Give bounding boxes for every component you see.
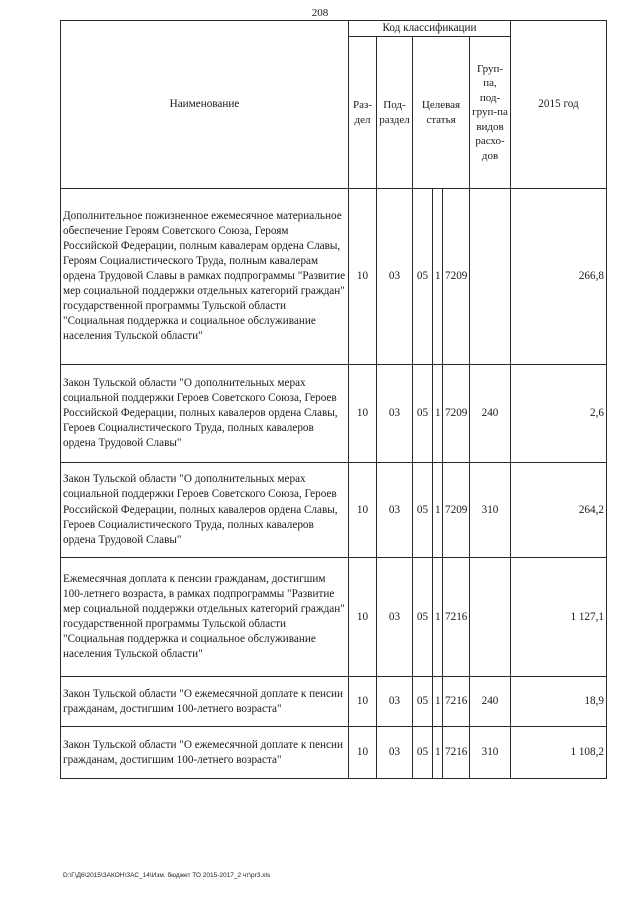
header-subsection: Под-раздел — [377, 37, 413, 189]
footer-file-path: D:\Г\Д6\2015\ЗАКОН\ЗАС_14\Изм. бюджет ТО 2015-2017_2 чт\pr3.xls — [63, 872, 271, 879]
table-row — [61, 463, 607, 558]
header-name: Наименование — [61, 21, 349, 189]
row-target-program: 05 — [413, 727, 433, 779]
row-target-program: 05 — [413, 463, 433, 558]
row-amount: 264,2 — [511, 463, 607, 558]
header-target-article: Целевая статья — [413, 37, 470, 189]
row-target-direction: 7216 — [443, 558, 470, 677]
row-target-program: 05 — [413, 365, 433, 463]
row-expense-group: 310 — [470, 727, 511, 779]
header-classification: Код классификации — [349, 21, 511, 37]
row-expense-group: 310 — [470, 463, 511, 558]
row-section: 10 — [349, 558, 377, 677]
row-target-subprogram: 1 — [433, 365, 443, 463]
row-section: 10 — [349, 365, 377, 463]
table-row — [61, 365, 607, 463]
row-name: Дополнительное пожизненное ежемесячное материальное обеспечение Героям Советского Союза, Героям Российской Федерации, полным кавалерам ордена Славы, Героям Социалистического Труда, полным кавалерам ордена Трудовой Славы в рамках подпрограммы "Развитие мер социальной поддержки отдельных категорий граждан" государственной программы Тульской области "Социальная поддержка и социальное обслуживание населения Тульской области" — [61, 189, 349, 365]
page-number: 208 — [311, 7, 329, 19]
row-amount: 2,6 — [511, 365, 607, 463]
row-target-direction: 7209 — [443, 365, 470, 463]
row-subsection: 03 — [377, 463, 413, 558]
row-name: Закон Тульской области "О дополнительных мерах социальной поддержки Героев Советского Союза, Героев Российской Федерации, полных кавалеров ордена Славы, Героев Социалистического Труда, полных кавалеров ордена Трудовой Славы" — [61, 365, 349, 463]
row-target-subprogram: 1 — [433, 727, 443, 779]
row-expense-group: 240 — [470, 677, 511, 727]
row-target-subprogram: 1 — [433, 677, 443, 727]
row-expense-group: 240 — [470, 365, 511, 463]
table-row — [61, 727, 607, 779]
row-subsection: 03 — [377, 365, 413, 463]
row-name: Закон Тульской области "О ежемесячной доплате к пенсии гражданам, достигшим 100-летнего возраста" — [61, 677, 349, 727]
header-expense-group: Груп-па, под-груп-па видов расхо-дов — [470, 37, 511, 189]
row-expense-group — [470, 189, 511, 365]
row-target-direction: 7209 — [443, 463, 470, 558]
table-row — [61, 189, 607, 365]
row-section: 10 — [349, 677, 377, 727]
row-target-subprogram: 1 — [433, 558, 443, 677]
row-target-subprogram: 1 — [433, 463, 443, 558]
row-amount: 1 108,2 — [511, 727, 607, 779]
table-row — [61, 558, 607, 677]
row-target-direction: 7216 — [443, 727, 470, 779]
row-section: 10 — [349, 727, 377, 779]
row-target-program: 05 — [413, 558, 433, 677]
row-name: Закон Тульской области "О ежемесячной доплате к пенсии гражданам, достигшим 100-летнего возраста" — [61, 727, 349, 779]
row-amount: 266,8 — [511, 189, 607, 365]
row-amount: 18,9 — [511, 677, 607, 727]
row-amount: 1 127,1 — [511, 558, 607, 677]
row-subsection: 03 — [377, 677, 413, 727]
row-target-direction: 7216 — [443, 677, 470, 727]
header-section: Раз-дел — [349, 37, 377, 189]
row-subsection: 03 — [377, 189, 413, 365]
row-target-subprogram: 1 — [433, 189, 443, 365]
header-year: 2015 год — [511, 21, 607, 189]
row-subsection: 03 — [377, 727, 413, 779]
row-name: Ежемесячная доплата к пенсии гражданам, достигшим 100-летнего возраста, в рамках подпрограммы "Развитие мер социальной поддержки отдельных категорий граждан" государственной программы Тульской области "Социальная поддержка и социальное обслуживание населения Тульской области" — [61, 558, 349, 677]
row-subsection: 03 — [377, 558, 413, 677]
row-target-direction: 7209 — [443, 189, 470, 365]
row-target-program: 05 — [413, 677, 433, 727]
row-target-program: 05 — [413, 189, 433, 365]
table-row — [61, 677, 607, 727]
budget-table — [60, 20, 607, 779]
row-section: 10 — [349, 463, 377, 558]
row-section: 10 — [349, 189, 377, 365]
row-expense-group — [470, 558, 511, 677]
row-name: Закон Тульской области "О дополнительных мерах социальной поддержки Героев Советского Союза, Героев Российской Федерации, полных кавалеров ордена Славы, Героев Социалистического Труда, полных кавалеров ордена Трудовой Славы" — [61, 463, 349, 558]
